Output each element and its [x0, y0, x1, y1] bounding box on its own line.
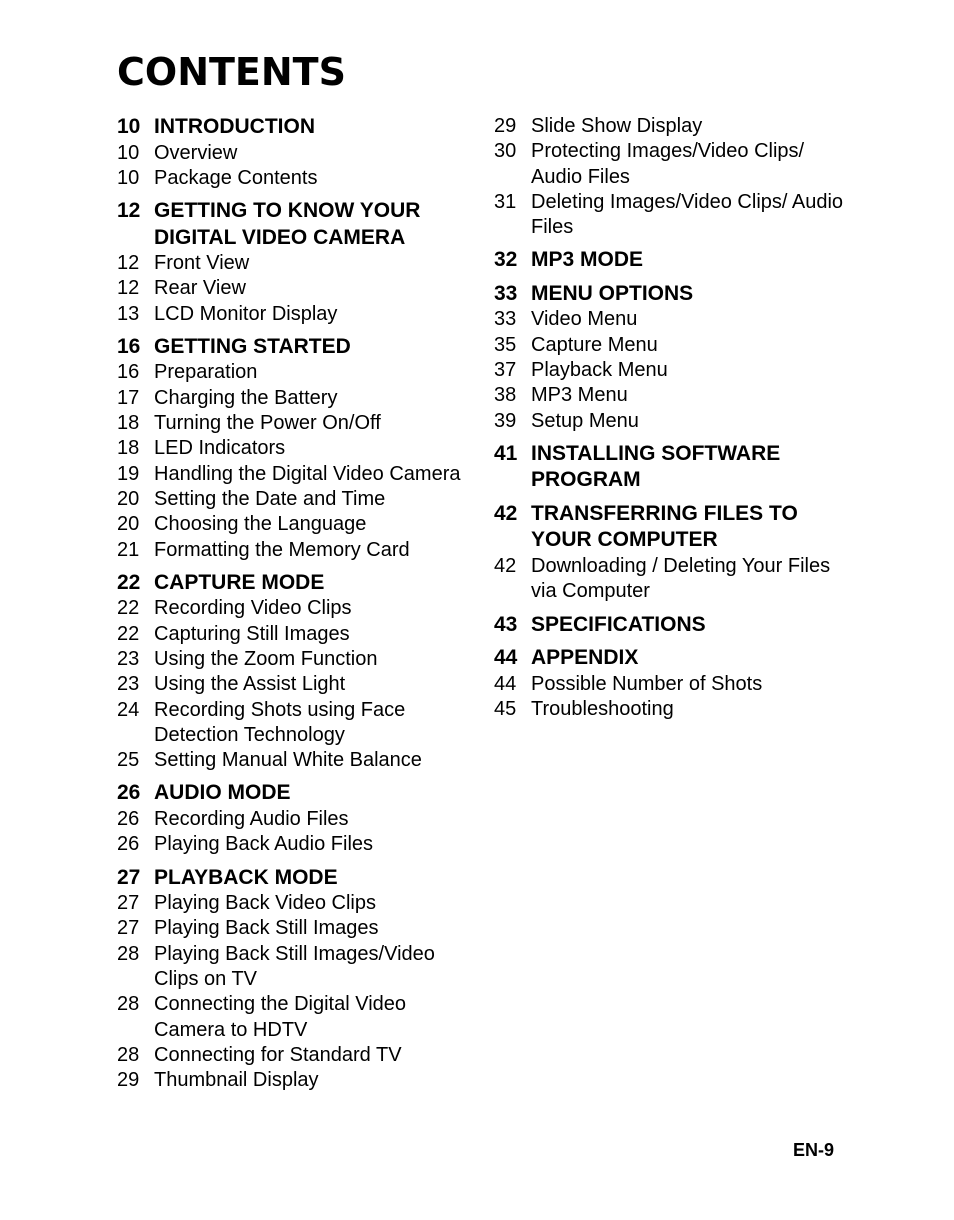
- toc-page-number: 29: [117, 1069, 140, 1092]
- toc-page-number: 30: [494, 140, 517, 163]
- toc-page-number: 22: [117, 597, 140, 620]
- toc-entry-title: Setting the Date and Time: [154, 487, 386, 510]
- toc-entry[interactable]: [494, 409, 844, 434]
- toc-entry-title: Overview: [154, 141, 238, 164]
- toc-page-number: 17: [117, 386, 140, 409]
- toc-entry-title: Package Contents: [154, 166, 318, 189]
- toc-entry[interactable]: [117, 512, 467, 537]
- toc-page-number: 28: [117, 1043, 140, 1066]
- toc-entry-title: INSTALLING SOFTWARE PROGRAM: [531, 441, 781, 492]
- toc-entry-title: TRANSFERRING FILES TO YOUR COMPUTER: [531, 501, 798, 552]
- toc-entry-title: LED Indicators: [154, 437, 286, 460]
- toc-entry-title: Recording Shots using Face Detection Technology: [154, 698, 406, 746]
- toc-page-number: 41: [494, 441, 518, 465]
- toc-entry[interactable]: [117, 411, 467, 436]
- toc-page-number: 32: [494, 248, 518, 272]
- toc-entry-title: LCD Monitor Display: [154, 302, 338, 325]
- toc-heading-entry[interactable]: [117, 114, 467, 141]
- toc-entry[interactable]: [117, 698, 467, 749]
- toc-entry[interactable]: [117, 360, 467, 385]
- toc-entry-title: Playing Back Video Clips: [154, 892, 376, 915]
- toc-entry[interactable]: [117, 538, 467, 563]
- toc-page-number: 38: [494, 384, 517, 407]
- toc-entry-title: Connecting the Digital Video Camera to HDTV: [154, 993, 407, 1041]
- toc-entry[interactable]: [117, 487, 467, 512]
- toc-page-number: 42: [494, 554, 517, 577]
- toc-page-number: 45: [494, 697, 517, 720]
- toc-page-number: 26: [117, 807, 140, 830]
- toc-entry-title: Formatting the Memory Card: [154, 538, 410, 561]
- toc-entry-title: Troubleshooting: [531, 697, 674, 720]
- toc-entry[interactable]: [117, 748, 467, 773]
- toc-page-number: 12: [117, 252, 140, 275]
- toc-page-number: 16: [117, 361, 140, 384]
- toc-entry-title: Choosing the Language: [154, 513, 367, 536]
- toc-entry-title: Using the Assist Light: [154, 673, 346, 696]
- toc-entry-title: Downloading / Deleting Your Files via Computer: [531, 554, 831, 603]
- toc-entry[interactable]: [494, 190, 844, 241]
- toc-entry-title: CAPTURE MODE: [154, 570, 325, 594]
- toc-entry[interactable]: [117, 992, 467, 1043]
- toc-page-number: 19: [117, 462, 140, 485]
- toc-entry[interactable]: [117, 302, 467, 327]
- toc-entry[interactable]: [494, 554, 844, 605]
- toc-page-number: 27: [117, 917, 140, 940]
- toc-page-number: 31: [494, 190, 517, 213]
- toc-entry-title: Capture Menu: [531, 333, 658, 356]
- toc-right-column: [494, 114, 844, 722]
- toc-entry[interactable]: [494, 139, 844, 190]
- toc-entry-title: Deleting Images/Video Clips/ Audio Files: [531, 190, 844, 239]
- toc-entry-title: Using the Zoom Function: [154, 647, 378, 670]
- toc-entry-title: APPENDIX: [531, 646, 639, 670]
- toc-page-number: 20: [117, 513, 140, 536]
- toc-entry-title: Setup Menu: [531, 409, 639, 432]
- toc-entry-title: Playing Back Still Images: [154, 917, 379, 940]
- toc-entry[interactable]: [117, 807, 467, 832]
- toc-page-number: 28: [117, 942, 140, 965]
- toc-entry-title: AUDIO MODE: [154, 781, 291, 805]
- toc-page-number: 16: [117, 334, 141, 358]
- toc-entry-title: Rear View: [154, 277, 246, 300]
- toc-page-number: 23: [117, 647, 140, 670]
- toc-page-number: 12: [117, 199, 141, 223]
- toc-entry[interactable]: [494, 114, 844, 139]
- toc-entry[interactable]: [117, 942, 467, 993]
- toc-heading-entry[interactable]: [494, 645, 844, 672]
- toc-page-number: 24: [117, 698, 140, 721]
- toc-entry-title: MP3 Menu: [531, 384, 628, 407]
- toc-entry-title: Capturing Still Images: [154, 622, 350, 645]
- toc-entry-title: Turning the Power On/Off: [154, 412, 381, 435]
- toc-entry[interactable]: [117, 672, 467, 697]
- toc-entry[interactable]: [494, 307, 844, 332]
- toc-entry-title: Playing Back Still Images/Video Clips on TV: [154, 942, 435, 990]
- toc-entry-title: Playing Back Audio Files: [154, 833, 374, 856]
- toc-entry[interactable]: [117, 462, 467, 487]
- toc-page-number: 28: [117, 993, 140, 1016]
- toc-entry-title: PLAYBACK MODE: [154, 865, 338, 889]
- toc-page-number: 26: [117, 833, 140, 856]
- toc-entry[interactable]: [494, 697, 844, 722]
- toc-heading-entry[interactable]: [494, 441, 844, 494]
- toc-entry-title: MP3 MODE: [531, 248, 644, 272]
- toc-page-number: 22: [117, 570, 141, 594]
- toc-entry[interactable]: [494, 383, 844, 408]
- page-title: CONTENTS: [117, 50, 346, 94]
- toc-entry-title: GETTING STARTED: [154, 334, 351, 358]
- toc-page-number: 33: [494, 308, 517, 331]
- toc-page-number: 29: [494, 115, 517, 137]
- toc-page-number: 33: [494, 281, 518, 305]
- toc-entry[interactable]: [117, 166, 467, 191]
- toc-entry[interactable]: [117, 436, 467, 461]
- toc-entry[interactable]: [117, 141, 467, 166]
- toc-entry-title: Front View: [154, 252, 250, 275]
- toc-entry[interactable]: [117, 916, 467, 941]
- toc-heading-entry[interactable]: [117, 334, 467, 361]
- toc-entry[interactable]: [117, 891, 467, 916]
- toc-entry[interactable]: [117, 1043, 467, 1068]
- toc-page-number: 44: [494, 672, 517, 695]
- toc-entry-title: Video Menu: [531, 308, 638, 331]
- toc-entry[interactable]: [494, 333, 844, 358]
- page-number-label: EN-9: [793, 1140, 835, 1160]
- toc-page-number: 26: [117, 781, 141, 805]
- toc-page-number: 27: [117, 865, 141, 889]
- toc-entry[interactable]: [117, 596, 467, 621]
- toc-page-number: 27: [117, 892, 140, 915]
- toc-entry[interactable]: [117, 647, 467, 672]
- toc-entry-title: MENU OPTIONS: [531, 281, 694, 305]
- toc-entry-title: SPECIFICATIONS: [531, 612, 706, 636]
- toc-heading-entry[interactable]: [494, 612, 844, 639]
- toc-left-column: [117, 114, 467, 1093]
- toc-heading-entry[interactable]: [117, 780, 467, 807]
- toc-heading-entry[interactable]: [117, 198, 467, 251]
- toc-entry-title: Handling the Digital Video Camera: [154, 462, 461, 485]
- toc-entry[interactable]: [117, 386, 467, 411]
- toc-heading-entry[interactable]: [117, 570, 467, 597]
- toc-page-number: 44: [494, 646, 518, 670]
- toc-page-number: 18: [117, 412, 140, 435]
- toc-entry[interactable]: [117, 832, 467, 857]
- toc-page-number: 10: [117, 115, 141, 138]
- toc-entry-title: Protecting Images/Video Clips/ Audio Files: [531, 140, 805, 188]
- toc-page-number: 25: [117, 749, 140, 772]
- toc-page-number: 35: [494, 333, 517, 356]
- toc-page-number: 12: [117, 277, 140, 300]
- toc-heading-entry[interactable]: [494, 501, 844, 554]
- toc-page-number: 42: [494, 501, 518, 525]
- toc-page-number: 37: [494, 359, 517, 382]
- toc-entry-title: Playback Menu: [531, 359, 668, 382]
- toc-entry-title: Connecting for Standard TV: [154, 1043, 402, 1066]
- toc-page-number: 23: [117, 673, 140, 696]
- toc-heading-entry[interactable]: [494, 281, 844, 308]
- toc-entry[interactable]: [494, 672, 844, 697]
- toc-entry-title: INTRODUCTION: [154, 115, 315, 138]
- toc-entry-title: Possible Number of Shots: [531, 672, 763, 695]
- toc-page-number: 18: [117, 437, 140, 460]
- toc-page-number: 22: [117, 622, 140, 645]
- toc-entry-title: Preparation: [154, 361, 258, 384]
- toc-page-number: 39: [494, 409, 517, 432]
- toc-entry[interactable]: [117, 276, 467, 301]
- toc-heading-entry[interactable]: [494, 247, 844, 274]
- toc-page-number: 10: [117, 166, 140, 189]
- toc-entry-title: GETTING TO KNOW YOUR DIGITAL VIDEO CAMERA: [154, 199, 421, 249]
- toc-page-number: 43: [494, 612, 518, 636]
- toc-entry[interactable]: [117, 622, 467, 647]
- toc-entry-title: Slide Show Display: [531, 115, 703, 137]
- toc-entry-title: Setting Manual White Balance: [154, 749, 422, 772]
- toc-page-number: 13: [117, 302, 140, 325]
- toc-page-number: 20: [117, 487, 140, 510]
- toc-entry-title: Charging the Battery: [154, 386, 338, 409]
- toc-entry[interactable]: [117, 251, 467, 276]
- toc-entry-title: Thumbnail Display: [154, 1069, 319, 1092]
- toc-entry[interactable]: [117, 1068, 467, 1093]
- toc-page-number: 10: [117, 141, 140, 164]
- toc-entry-title: Recording Video Clips: [154, 597, 352, 620]
- toc-heading-entry[interactable]: [117, 865, 467, 892]
- toc-entry-title: Recording Audio Files: [154, 807, 349, 830]
- toc-page-number: 21: [117, 538, 140, 561]
- toc-entry[interactable]: [494, 358, 844, 383]
